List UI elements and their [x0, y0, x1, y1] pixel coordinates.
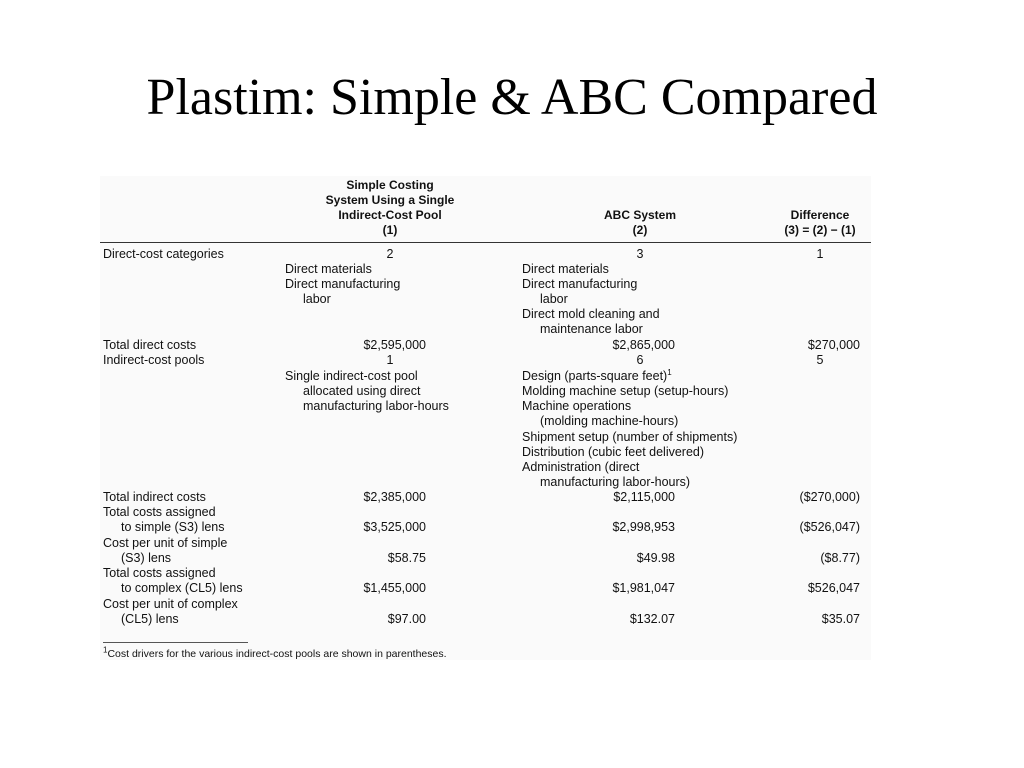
- row-label: to simple (S3) lens: [121, 520, 225, 534]
- cell-value: $3,525,000: [363, 520, 426, 534]
- comparison-table: [100, 176, 871, 660]
- detail-text: Direct mold cleaning and: [522, 307, 660, 321]
- cell-value: ($526,047): [799, 520, 860, 534]
- cell-value: $2,998,953: [612, 520, 675, 534]
- cell-value: 3: [636, 247, 644, 261]
- row-label: to complex (CL5) lens: [121, 581, 243, 595]
- row-label: Total indirect costs: [103, 490, 206, 504]
- cell-value: 1: [816, 247, 824, 261]
- cell-value: $2,385,000: [363, 490, 426, 504]
- row-label: Indirect-cost pools: [103, 353, 205, 367]
- cell-value: 6: [636, 353, 644, 367]
- detail-text: manufacturing labor-hours): [540, 475, 691, 489]
- footnote: $^1$Cost drivers for the various indirect-cost pools are shown in parentheses.: [103, 645, 447, 660]
- cell-value: 5: [816, 353, 824, 367]
- header-rule: [100, 242, 871, 243]
- cell-value: $1,981,047: [612, 581, 675, 595]
- cell-value: 2: [386, 247, 394, 261]
- header-simple-costing: Simple Costing System Using a Single Indirect-Cost Pool (1): [325, 178, 455, 237]
- cell-value: $58.75: [387, 551, 426, 565]
- footnote-rule: [103, 642, 248, 643]
- detail-text: maintenance labor: [540, 322, 643, 336]
- detail-text: Design (parts-square feet)$^1$: [522, 367, 672, 383]
- footnote-marker: 1: [667, 367, 672, 377]
- cell-value: $35.07: [821, 612, 860, 626]
- cell-value: 1: [386, 353, 394, 367]
- detail-text: Direct manufacturing: [522, 277, 638, 291]
- header-difference: Difference (3) = (2) − (1): [784, 208, 856, 237]
- cell-value: $49.98: [636, 551, 675, 565]
- header-abc-system: ABC System (2): [603, 208, 677, 237]
- row-label: (S3) lens: [121, 551, 172, 565]
- row-label: Cost per unit of complex: [103, 597, 238, 611]
- detail-text: Administration (direct: [522, 460, 640, 474]
- detail-text: labor: [540, 292, 568, 306]
- slide-title: Plastim: Simple & ABC Compared: [146, 69, 878, 126]
- row-label: (CL5) lens: [121, 612, 179, 626]
- detail-text: labor: [303, 292, 331, 306]
- detail-text: Molding machine setup (setup-hours): [522, 384, 729, 398]
- cell-value: $97.00: [387, 612, 426, 626]
- detail-text: Distribution (cubic feet delivered): [522, 445, 705, 459]
- cell-value: ($8.77): [820, 551, 860, 565]
- detail-text: Shipment setup (number of shipments): [522, 430, 738, 444]
- detail-text: Direct manufacturing: [285, 277, 401, 291]
- cell-value: $132.07: [629, 612, 675, 626]
- detail-text: Machine operations: [522, 399, 632, 413]
- detail-text: Direct materials: [285, 262, 372, 276]
- cell-value: $526,047: [807, 581, 860, 595]
- detail-text: Single indirect-cost pool: [285, 369, 418, 383]
- detail-text: allocated using direct: [303, 384, 421, 398]
- cell-value: $2,115,000: [613, 490, 675, 504]
- cell-value: $1,455,000: [363, 581, 426, 595]
- cell-value: $2,865,000: [612, 338, 675, 352]
- row-label: Total costs assigned: [103, 505, 216, 519]
- cell-value: ($270,000): [799, 490, 860, 504]
- detail-text: (molding machine-hours): [540, 414, 679, 428]
- row-label: Cost per unit of simple: [103, 536, 228, 550]
- detail-text: Direct materials: [522, 262, 609, 276]
- row-label: Direct-cost categories: [103, 247, 224, 261]
- cell-value: $2,595,000: [363, 338, 426, 352]
- row-label: Total direct costs: [103, 338, 197, 352]
- cell-value: $270,000: [807, 338, 860, 352]
- row-label: Total costs assigned: [103, 566, 216, 580]
- detail-text: manufacturing labor-hours: [303, 399, 449, 413]
